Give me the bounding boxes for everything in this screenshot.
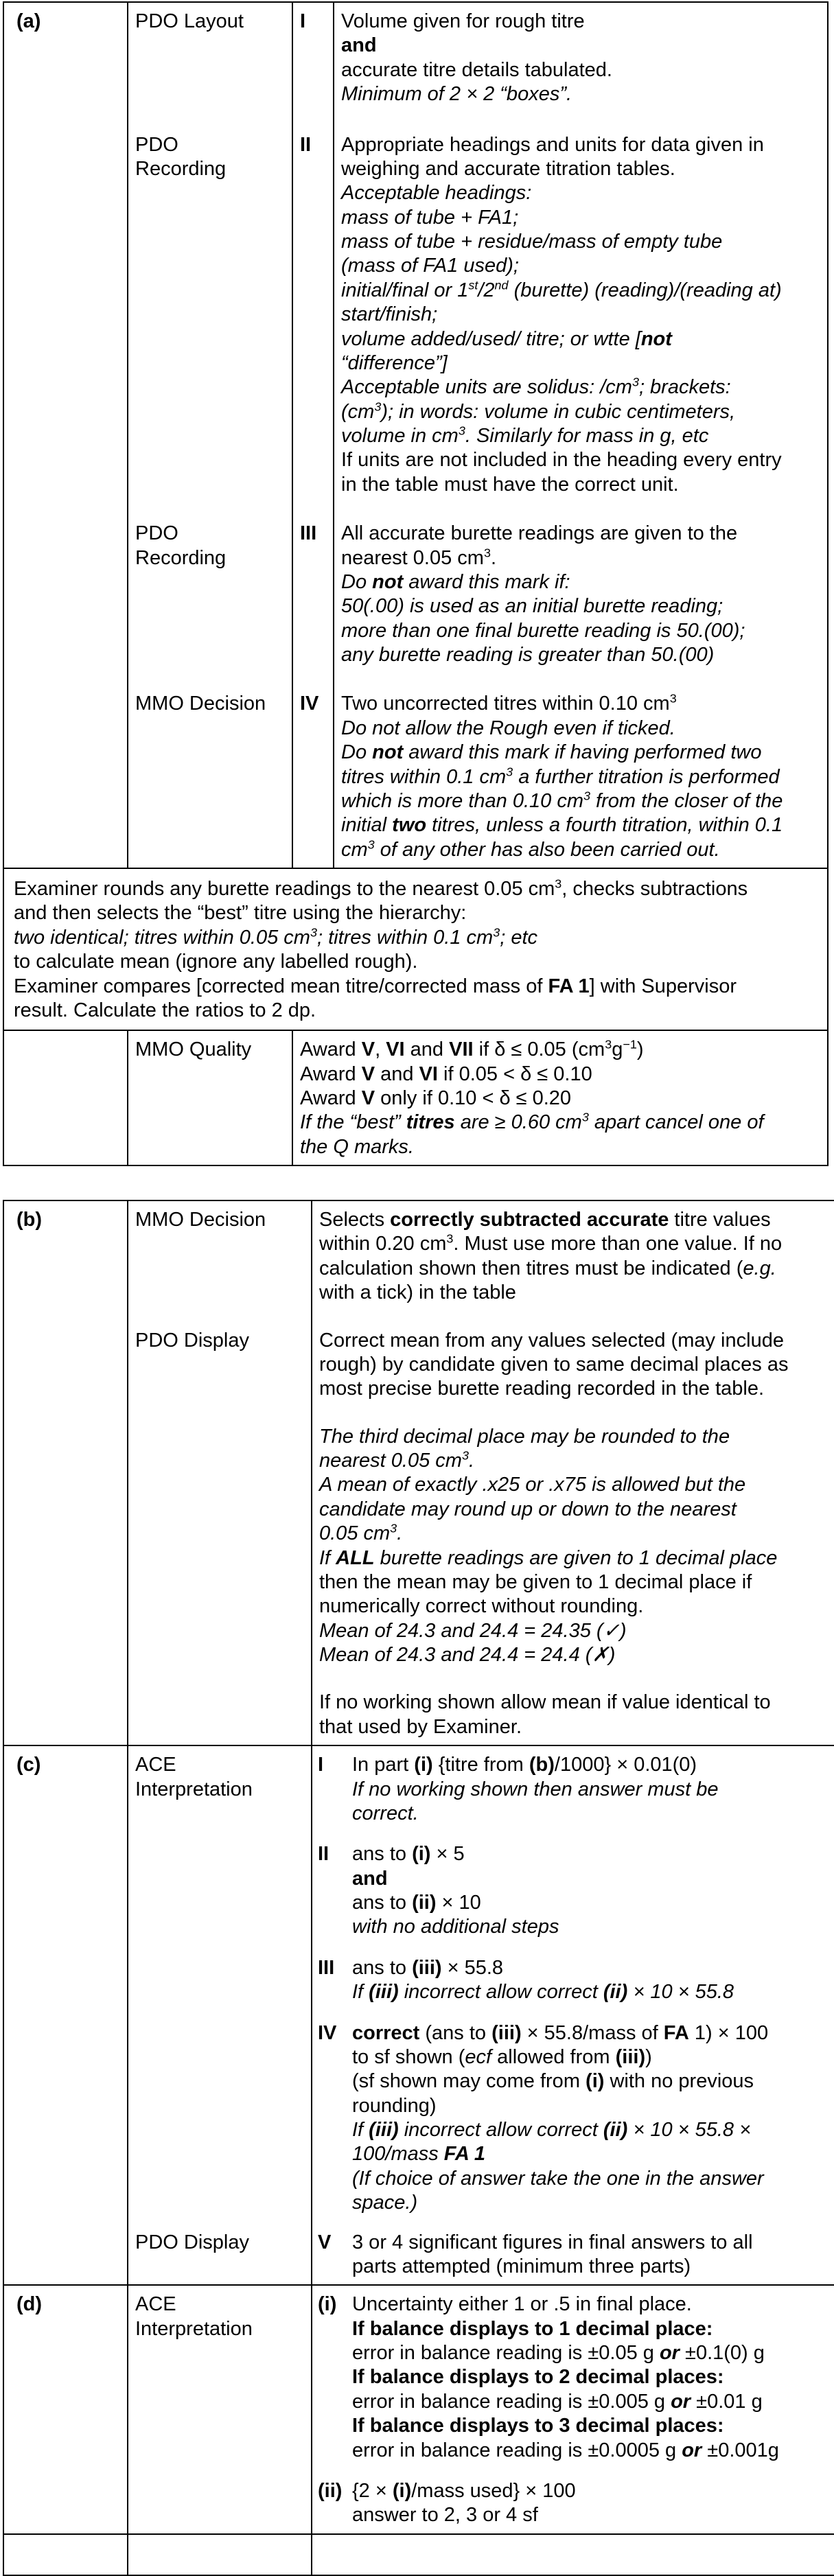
skill-label: PDO Layout xyxy=(128,2,292,113)
mark-number: IV xyxy=(318,2021,337,2044)
row-mmo-decision xyxy=(3,673,828,868)
mark-number: (ii) xyxy=(318,2479,343,2502)
row-c-ace-interpretation xyxy=(3,1745,834,2220)
part-label-c: (c) xyxy=(3,1745,128,2285)
mark-number: V xyxy=(318,2231,332,2253)
row-b-pdo-display xyxy=(3,1311,834,1746)
skill-label: PDO Recording xyxy=(128,113,292,503)
row-examiner-note xyxy=(3,868,828,1030)
mark-number: I xyxy=(318,1754,324,1776)
mark-number: IV xyxy=(292,673,334,868)
row-d-ace-interpretation xyxy=(3,2285,834,2533)
mark-criteria: I In part (i) {titre from (b)/1000} × 0.01(0) If no working shown then answer must be correct. II ans to (i) × 5 and ans to (ii) × 10 with no additional steps III ans to (iii) × 55.8 If (iii) incorrect allow correct (ii) × 10 × 55.8 IV correct (ans to (iii) × 55.8/mass of FA 1) × 100 to sf shown (ecf allowed from (iii)) (sf shown may come from (i) with no previous rounding) If (iii) incorrect allow correct (ii) × 10 × 55.8 × 100/mass FA 1 (If choice of answer take the one in the answer space.) xyxy=(312,1745,834,2220)
row-pdo-recording-iii xyxy=(3,502,828,673)
mark-number: II xyxy=(292,113,334,503)
skill-label: ACE Interpretation xyxy=(128,1745,312,2220)
mark-criteria: Award V, VI and VII if δ ≤ 0.05 $(cm^3g^{-1})$ Award V and VI if 0.05 < δ ≤ 0.10 Award V only if 0.10 < δ ≤ 0.20 If the “best” titres are ≥ 0.60 $cm^3$ apart cancel one of the Q marks. xyxy=(292,1030,828,1165)
part-label-a: (a) xyxy=(3,2,128,868)
mark-criteria: Selects correctly subtracted accurate titre values within 0.20 $cm^3$. Must use more than one value. If no calculation shown then titres must be indicated (e.g. with a tick) in the table xyxy=(312,1200,834,1311)
row-pdo-recording-ii xyxy=(3,113,828,503)
row-c-pdo-display xyxy=(3,2221,834,2286)
mark-criteria: Volume given for rough titre and accurate titre details tabulated. Minimum of 2 × 2 “boxes”. xyxy=(334,2,828,113)
row-mmo-quality xyxy=(3,1030,828,1165)
row-pdo-layout xyxy=(3,2,828,113)
marking-table-parts-b-d xyxy=(3,1200,834,2576)
mark-number: II xyxy=(318,1843,329,1866)
mark-number: (i) xyxy=(318,2293,337,2316)
skill-label: ACE Interpretation xyxy=(128,2285,312,2533)
mark-criteria: Correct mean from any values selected (may include rough) by candidate given to same decimal places as most precise burette reading recorded in the table. The third decimal place may be rounded to the nearest 0.05 $cm^3$. A mean of exactly .x25 or .x75 is allowed but the candidate may round up or down to the nearest 0.05 $cm^3$. If ALL burette readings are given to 1 decimal place then the mean may be given to 1 decimal place if numerically correct without rounding. Mean of 24.3 and 24.4 = 24.35 (✓) Mean of 24.3 and 24.4 = 24.4 (✗) If no working shown allow mean if value identical to that used by Examiner. xyxy=(312,1311,834,1746)
skill-label: PDO Display xyxy=(128,1311,312,1746)
marking-table-part-a xyxy=(3,1,829,1166)
mark-number: III xyxy=(318,1956,335,1979)
mark-criteria: Two uncorrected titres within 0.10 $cm^3$ Do not allow the Rough even if ticked. Do not award this mark if having performed two titres within 0.1 $cm^3$ a further titration is performed which is more than 0.10 $cm^3$ from the closer of the initial two titres, unless a fourth titration, within 0.1 $cm^3$ of any other has also been carried out. xyxy=(334,673,828,868)
mark-criteria: (i) Uncertainty either 1 or .5 in final place. If balance displays to 1 decimal place: error in balance reading is ±0.05 g or ±0.1(0) g If balance displays to 2 decimal places: error in balance reading is ±0.005 g or ±0.01 g If balance displays to 3 decimal places: error in balance reading is ±0.0005 g or ±0.001g (ii) {2 × (i)/mass used} × 100 answer to 2, 3 or 4 sf xyxy=(312,2285,834,2533)
mark-number: III xyxy=(292,502,334,673)
mark-criteria: Appropriate headings and units for data given in weighing and accurate titration tables. Acceptable headings: mass of tube + FA1; mass of tube + residue/mass of empty tube (mass of FA1 used); initial/final or 1st/2nd (burette) (reading)/(reading at) start/finish; volume added/used/ titre; or wtte [not “difference”] Acceptable units are solidus: $/cm^3$; brackets: $(cm^3)$; in words: volume in cubic centimeters, volume in $cm^3$. Similarly for mass in g, etc If units are not included in the heading every entry in the table must have the correct unit. xyxy=(334,113,828,503)
mark-number: I xyxy=(292,2,334,113)
part-label-d: (d) xyxy=(3,2285,128,2533)
row-b-mmo-decision xyxy=(3,1200,834,1311)
mark-criteria: V 3 or 4 significant figures in final answers to all parts attempted (minimum three parts) xyxy=(312,2221,834,2286)
skill-label: PDO Display xyxy=(128,2221,312,2286)
examiner-note: Examiner rounds any burette readings to the nearest 0.05 $cm^3$, checks subtractions and then selects the “best” titre using the hierarchy: two identical; titres within 0.05 $cm^3$; titres within 0.1 $cm^3$; etc to calculate mean (ignore any labelled rough). Examiner compares [corrected mean titre/corrected mass of FA 1] with Supervisor result. Calculate the ratios to 2 dp. xyxy=(3,868,828,1030)
skill-label: MMO Decision xyxy=(128,1200,312,1311)
skill-label: PDO Recording xyxy=(128,502,292,673)
part-label-b: (b) xyxy=(3,1200,128,1745)
skill-label: MMO Quality xyxy=(128,1030,292,1165)
mark-criteria: All accurate burette readings are given to the nearest 0.05 $cm^3$. Do not award this mark if: 50(.00) is used as an initial burette reading; more than one final burette reading is 50.(00); any burette reading is greater than 50.(00) xyxy=(334,502,828,673)
skill-label: MMO Decision xyxy=(128,673,292,868)
row-trailing xyxy=(3,2534,834,2575)
